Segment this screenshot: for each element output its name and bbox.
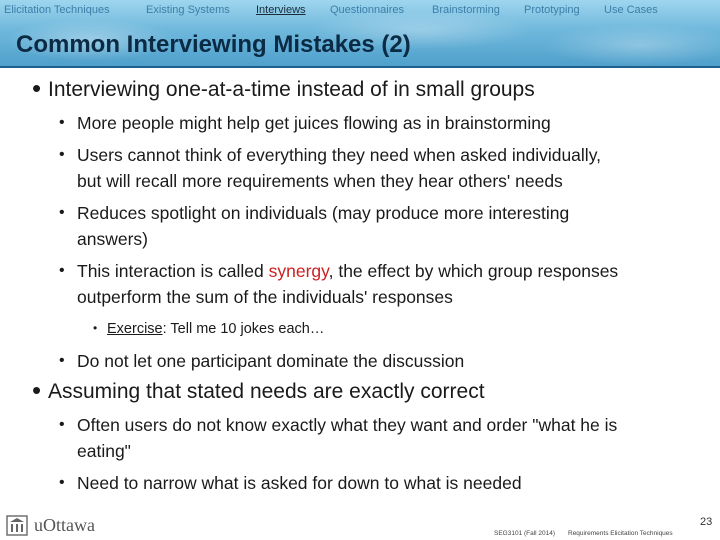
nav-item-elicitation-techniques[interactable]: Elicitation Techniques (4, 4, 110, 16)
bullet-text: Reduces spotlight on individuals (may produce more interesting (77, 203, 570, 223)
exercise-text: : Tell me 10 jokes each… (162, 321, 325, 337)
nav-item-existing-systems[interactable]: Existing Systems (146, 4, 230, 16)
nav-item-use-cases[interactable]: Use Cases (604, 4, 658, 16)
bullet-level2 (59, 110, 551, 136)
bullet-dot: • (59, 114, 65, 131)
bullet-dot: • (32, 73, 42, 103)
bullet-text: This interaction is called (77, 261, 269, 281)
bullet-text: Interviewing one-at-a-time instead of in small groups (48, 78, 535, 101)
bullet-level2 (59, 412, 618, 464)
bullet-text: , the effect by which group responses (328, 261, 619, 281)
bullet-dot: • (59, 204, 65, 221)
bullet-text-continued: eating" (77, 441, 131, 461)
bullet-text-continued: but will recall more requirements when they hear others' needs (77, 171, 563, 191)
building-icon (6, 514, 28, 536)
bullet-text: Do not let one participant dominate the discussion (77, 351, 465, 371)
bullet-dot: • (59, 262, 65, 279)
bullet-level3 (93, 321, 325, 337)
logo-text: uOttawa (34, 515, 95, 535)
bullet-level1 (32, 73, 535, 103)
bullet-dot: • (93, 321, 98, 335)
section-nav (0, 4, 720, 20)
page-number: 23 (700, 516, 713, 528)
bullet-text: Assuming that stated needs are exactly correct (48, 380, 485, 403)
nav-item-interviews[interactable]: Interviews (256, 4, 306, 16)
nav-item-questionnaires[interactable]: Questionnaires (330, 4, 404, 16)
bullet-level2 (59, 258, 619, 310)
bullet-text: More people might help get juices flowing as in brainstorming (77, 113, 551, 133)
bullet-level2 (59, 200, 570, 252)
synergy-highlight: synergy (268, 261, 329, 281)
bullet-text: Need to narrow what is asked for down to what is needed (77, 473, 522, 493)
slide-title: Common Interviewing Mistakes (2) (16, 31, 411, 58)
nav-item-brainstorming[interactable]: Brainstorming (432, 4, 500, 16)
exercise-label: Exercise (107, 321, 163, 337)
bullet-text-continued: answers) (77, 229, 148, 249)
bullet-level1 (32, 375, 485, 405)
bullet-dot: • (59, 352, 65, 369)
header-band (0, 0, 720, 66)
course-label: SEG3101 (Fall 2014) (494, 530, 556, 537)
deck-label: Requirements Elicitation Techniques (568, 530, 673, 537)
nav-item-prototyping[interactable]: Prototyping (524, 4, 580, 16)
bullet-dot: • (59, 146, 65, 163)
bullet-level2 (59, 348, 465, 374)
bullet-level2 (59, 470, 522, 496)
bullet-dot: • (59, 416, 65, 433)
header-divider (0, 66, 720, 68)
bullet-text: Users cannot think of everything they need when asked individually, (77, 145, 602, 165)
bullet-text-continued: outperform the sum of the individuals' responses (77, 287, 453, 307)
bullet-level2 (59, 142, 602, 194)
bullet-dot: • (59, 474, 65, 491)
bullet-text: Often users do not know exactly what they want and order "what he is (77, 415, 618, 435)
bullet-dot: • (32, 375, 42, 405)
